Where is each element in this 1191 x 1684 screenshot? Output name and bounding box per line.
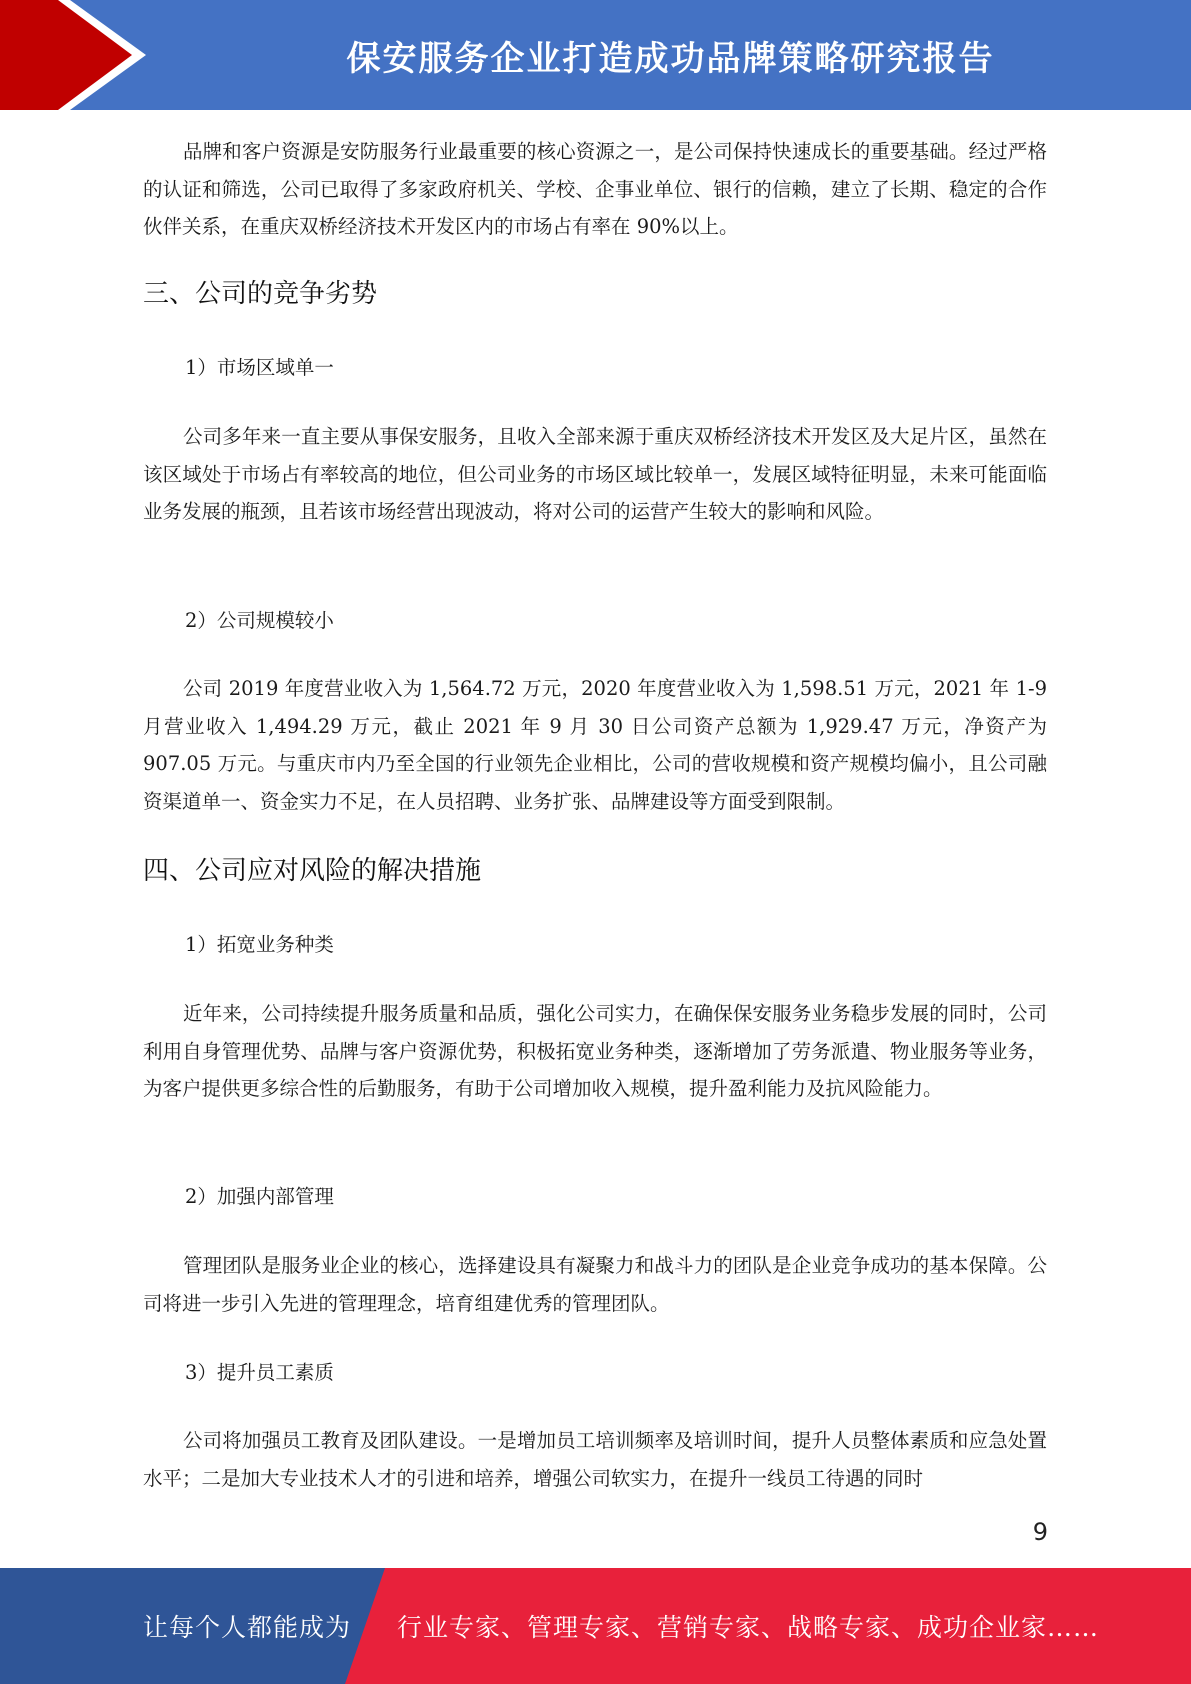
page-header xyxy=(0,0,1191,110)
footer-slogan-left: 让每个人都能成为 xyxy=(143,1613,352,1642)
subsection-title-internal-management: 2）加强内部管理 xyxy=(185,1185,334,1208)
paragraph-internal-management: 管理团队是服务业企业的核心，选择建设具有凝聚力和战斗力的团队是企业竞争成功的基本保障。公司将进一步引入先进的管理理念，培育组建优秀的管理团队。 xyxy=(143,1254,1047,1315)
paragraph-business-types: 近年来，公司持续提升服务质量和品质，强化公司实力，在确保保安服务业务稳步发展的同时，公司利用自身管理优势、品牌与客户资源优势，积极拓宽业务种类，逐渐增加了劳务派遣、物业服务等业务，为客户提供更多综合性的后勤服务，有助于公司增加收入规模，提升盈利能力及抗风险能力。 xyxy=(143,1002,1047,1100)
page-number: 9 xyxy=(1032,1518,1048,1546)
subsection-title-company-scale: 2）公司规模较小 xyxy=(185,609,334,632)
document-title: 保安服务企业打造成功品牌策略研究报告 xyxy=(346,38,995,79)
footer-slogan-right: 行业专家、管理专家、营销专家、战略专家、成功企业家…… xyxy=(397,1613,1100,1642)
paragraph-market-region: 公司多年来一直主要从事保安服务，且收入全部来源于重庆双桥经济技术开发区及大足片区，虽然在该区域处于市场占有率较高的地位，但公司业务的市场区域比较单一，发展区域特征明显，未来可能面临业务发展的瓶颈，且若该市场经营出现波动，将对公司的运营产生较大的影响和风险。 xyxy=(143,425,1047,523)
page-footer xyxy=(0,1568,1191,1684)
subsection-title-market-region: 1）市场区域单一 xyxy=(185,356,334,379)
intro-paragraph: 品牌和客户资源是安防服务行业最重要的核心资源之一，是公司保持快速成长的重要基础。经过严格的认证和筛选，公司已取得了多家政府机关、学校、企事业单位、银行的信赖，建立了长期、稳定的合作伙伴关系，在重庆双桥经济技术开发区内的市场占有率在 90%以上。 xyxy=(143,140,1047,238)
subsection-title-business-types: 1）拓宽业务种类 xyxy=(185,933,334,956)
header-arrow-icon xyxy=(0,0,160,110)
paragraph-company-scale: 公司 2019 年度营业收入为 1,564.72 万元，2020 年度营业收入为 1,598.51 万元，2021 年 1-9 月营业收入 1,494.29 万元，截止 2021 年 9 月 30 日公司资产总额为 1,929.47 万元，净资产为 907.05 万元。与重庆市内乃至全国的行业领先企业相比，公司的营收规模和资产规模均偏小，且公司融资渠道单一、资金实力不足，在人员招聘、业务扩张、品牌建设等方面受到限制。 xyxy=(143,677,1047,813)
paragraph-employee-quality: 公司将加强员工教育及团队建设。一是增加员工培训频率及培训时间，提升人员整体素质和应急处置水平；二是加大专业技术人才的引进和培养，增强公司软实力，在提升一线员工待遇的同时 xyxy=(143,1429,1047,1490)
section-heading-solutions: 四、公司应对风险的解决措施 xyxy=(143,856,482,886)
subsection-title-employee-quality: 3）提升员工素质 xyxy=(185,1361,334,1384)
section-heading-weaknesses: 三、公司的竞争劣势 xyxy=(143,279,378,309)
